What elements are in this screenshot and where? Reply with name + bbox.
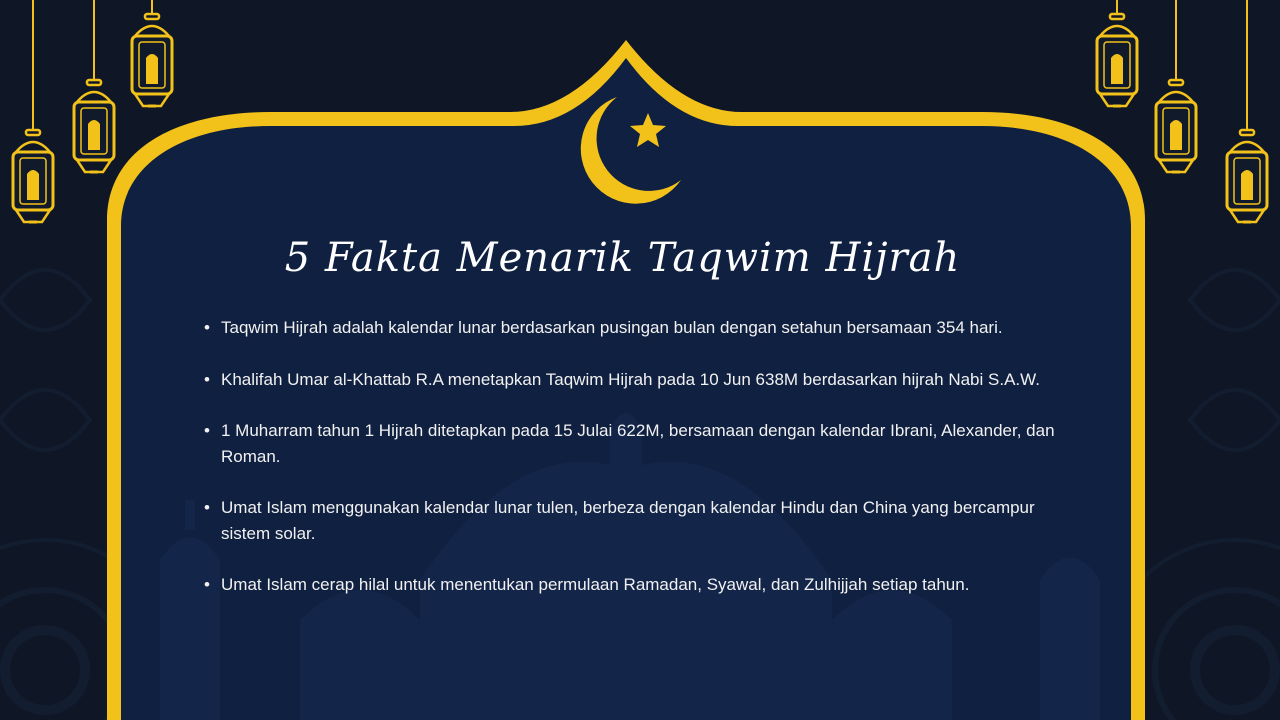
lantern-icon — [132, 0, 172, 106]
lantern-icon — [1156, 0, 1196, 172]
fact-item: • 1 Muharram tahun 1 Hijrah ditetapkan pada 15 Julai 622M, bersamaan dengan kalendar Ibrani, Alexander, dan Roman. — [200, 418, 1060, 469]
lantern-icon — [13, 0, 53, 222]
fact-item: • Umat Islam menggunakan kalendar lunar tulen, berbeza dengan kalendar Hindu dan China yang bercampur sistem solar. — [200, 495, 1060, 546]
lantern-icon — [1097, 0, 1137, 106]
lantern-icon — [74, 0, 114, 172]
lantern-icon — [1227, 0, 1267, 222]
slide-title: 5 Fakta Menarik Taqwim Hijrah — [284, 235, 961, 281]
fact-item: • Taqwim Hijrah adalah kalendar lunar berdasarkan pusingan bulan dengan setahun bersamaan 354 hari. — [200, 315, 1060, 341]
facts-list — [200, 315, 1060, 624]
fact-item: • Umat Islam cerap hilal untuk menentukan permulaan Ramadan, Syawal, dan Zulhijjah setiap tahun. — [200, 572, 1060, 598]
fact-item: • Khalifah Umar al-Khattab R.A menetapkan Taqwim Hijrah pada 10 Jun 638M berdasarkan hijrah Nabi S.A.W. — [200, 367, 1060, 393]
